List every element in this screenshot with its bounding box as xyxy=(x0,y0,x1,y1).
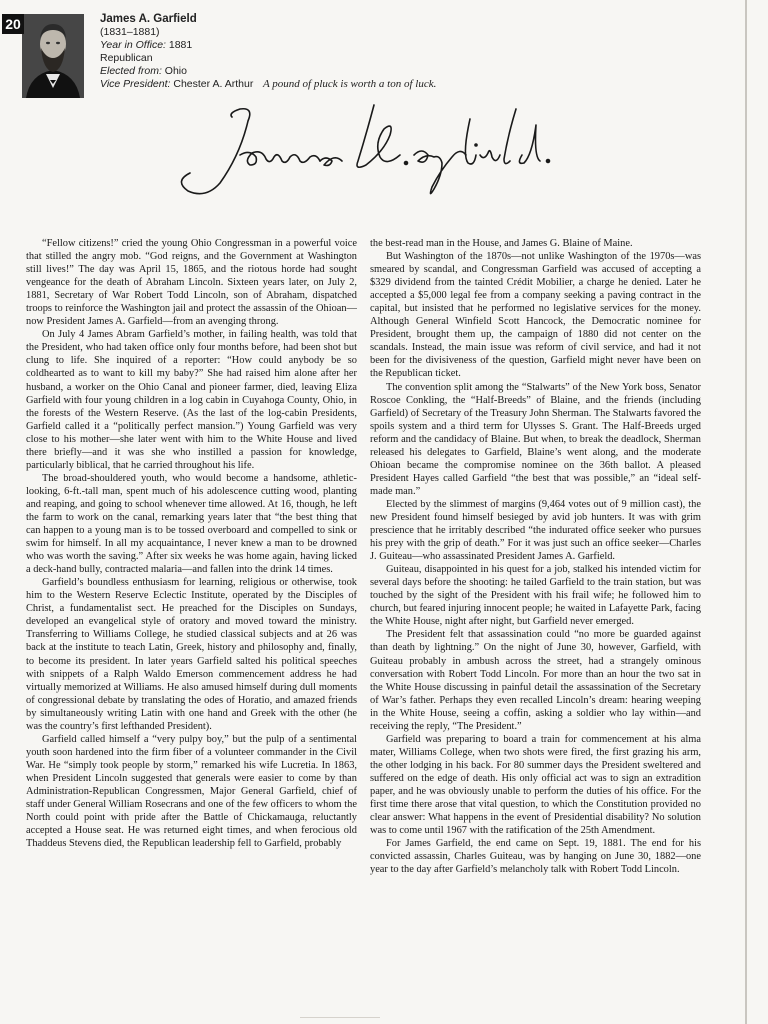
paragraph: the best-read man in the House, and James G. Blaine of Maine. xyxy=(370,238,633,249)
year-in-office xyxy=(100,39,500,52)
party: Republican xyxy=(100,52,153,64)
portrait-image xyxy=(22,14,84,98)
year-label: Year in Office: xyxy=(100,39,166,51)
right-column xyxy=(370,237,701,987)
paragraph: On July 4 James Abram Garfield’s mother, in failing health, was told that the President, who had taken office only four months before, had been shot but clung to life. She inquired of a reporter: “How could anybody be so coldhearted as to want to kill my baby?” She had raised him alone after her husband, a worker on the Ohio Canal and pioneer farmer, died, leaving Eliza Garfield with four young children in a log cabin in Cuyahoga County, Ohio, in the forests of the Western Reserve. (As the last of the log-cabin Presidents, Garfield called it a “politically perfect mansion.”) Young Garfield was very close to his mother—she later went with him to the White House and lived there briefly—and it was she who instilled a passion for knowledge, particularly biblical, that he carried throughout his life. xyxy=(26,329,357,471)
lifespan: (1831–1881) xyxy=(100,26,160,38)
left-column xyxy=(26,237,357,987)
paragraph: The convention split among the “Stalwarts” of the New York boss, Senator Roscoe Conkling, the “Half-Breeds” of Blaine, and the friends (including Garfield) of Secretary of the Treasury John Sherman. The Stalwarts favored the spoils system and a third term for Ulysses S. Grant. The Half-Breeds urged reform and the candidacy of Blaine. But when, to break the deadlock, Sherman released his delegates to Garfield, Blaine’s went along, and the moderate Ohioan became the compromise nominee on the 36th ballot. A pleased President Hayes called Garfield “the best that was possible,” an “ideal self-made man.” xyxy=(370,381,701,497)
paragraph: Garfield called himself a “very pulpy boy,” but the pulp of a sentimental youth soon hardened into the firm fiber of a volunteer commander in the Civil War. He “simply took people by storm,” remarked his wife Lucretia. In 1863, when President Lincoln suggested that generals were easier to come by than Administration-Republican Congressmen, Major General Garfield, chief of staff under General William Rosecrans and one of the few officers to whom the North could point with pride after the Battle of Chickamauga, reluctantly accepted a House seat. He was returned eight times, and when ferocious old Thaddeus Stevens died, the Republican leadership fell to Garfield, probably xyxy=(26,733,357,850)
paragraph: The broad-shouldered youth, who would become a handsome, athletic-looking, 6-ft.-tall man, spent much of his adolescence cutting wood, planting and reaping, and going to school whenever time allowed. At 16, though, he left the farm to work on the canal, remarking years later that “the best thing that can happen to a young man is to be tossed overboard and compelled to sink or swim for himself. In all my acquaintance, I never knew a man to be drowned who was worth the saving.” After six weeks he was home again, having licked a deck-hand bully, contracted malaria—and fallen into the drink 14 times. xyxy=(26,472,357,576)
president-name: James A. Garfield xyxy=(100,13,197,25)
paragraph: But Washington of the 1870s—not unlike Washington of the 1970s—was smeared by scandal, and Congressman Garfield was accused of accepting a $329 dividend from the tainted Crédit Mobilier, a charge he denied. Later he accepted a $5,000 legal fee from a company seeking a paving contract in the capital, but insisted that he performed no legislative services for the money. Although General Winfield Scott Hancock, the Democratic nominee for President, brought them up, the campaign of 1880 did not center on the scandals. Instead, the main issue was reform of civil service, and had it not been for the divisiveness of the question, Garfield might never have been on the Republican ticket. xyxy=(370,251,701,380)
page-number-badge: 20 xyxy=(2,14,24,34)
paragraph: For James Garfield, the end came on Sept. 19, 1881. The end for his convicted assassin, Charles Guiteau, was by hanging on June 30, 1882—one year to the day after Garfield’s melancholy talk with Robert Todd Lincoln. xyxy=(370,838,701,876)
vp-label: Vice President: xyxy=(100,78,171,90)
vp-value: Chester A. Arthur xyxy=(173,78,254,90)
elected-from xyxy=(100,65,500,78)
paragraph: “Fellow citizens!” cried the young Ohio Congressman in a powerful voice that stilled the angry mob. “God reigns, and the Government at Washington still lives!” The day was April 15, 1865, and the riotous horde had sought vengeance for the death of Abraham Lincoln. Sixteen years later, on July 2, 1881, Secretary of War Robert Todd Lincoln, son of Abraham, dispatched troops to reinforce the Washington jail and protect the assassin of the Ohioan—now President James A. Garfield—from an avenging throng. xyxy=(26,238,357,328)
garfield-portrait-icon xyxy=(22,14,84,98)
paragraph: Guiteau, disappointed in his quest for a job, stalked his intended victim for several days before the shooting: he tailed Garfield to the train station, but was touched by the sight of the President with his frail wife; he followed him to church, but feared injuring innocent people; he waited in Lafayette Park, facing the White House, night after night, but Garfield never emerged. xyxy=(370,564,701,628)
footer-mark xyxy=(300,1017,380,1018)
elected-value: Ohio xyxy=(164,65,187,77)
elected-label: Elected from: xyxy=(100,65,162,77)
paragraph: The President felt that assassination could “no more be guarded against than death by lightning.” On the night of June 30, however, Garfield, with Guiteau probably in ambush across the street, had a strangely ominous conversation with Robert Todd Lincoln. For more than an hour the two sat in the White House discussing in painful detail the assassination of the Secretary of War’s father. Perhaps they even recalled Lincoln’s dream: hearing weeping in the White House, seeing a coffin, asking a soldier who lay within—and receiving the reply, “The President.” xyxy=(370,629,701,732)
paragraph: Garfield was preparing to board a train for commencement at his alma mater, Williams College, when two shots were fired, the first grazing his arm, the other lodging in his back. For 80 summer days the President sweltered and suffered on the edge of death. His only official act was to sign an extradition paper, and he was obviously unable to perform the duties of his office. For the first time there arose that vital question, to which the Constitution provided no clear answer: What happens in the event of Presidential disability? No solution was to come until 1967 with the ratification of the 25th Amendment. xyxy=(370,733,701,837)
paragraph: Garfield’s boundless enthusiasm for learning, religious or otherwise, took him to the Western Reserve Eclectic Institute, operated by the Disciples of Christ, a fundamentalist sect. He preached for the Disciples on Sundays, developed an evangelical style of oratory and moved toward the ministry. Transferring to Williams College, he studied classical subjects and at 26 was back at the institute to teach Latin, Greek, history and philosophy and, finally, to become its president. In later years Garfield salted his political speeches with snippets of a Ralph Waldo Emerson commencement address he had virtually memorized at Williams. He also amused himself during dull moments of congressional debate by translating the odes of Horatio, and amazed friends by simultaneously writing Latin with one hand and Greek with the other (he was the country’s first lefthanded President). xyxy=(26,577,357,732)
signature-icon xyxy=(170,95,560,205)
margin-rule xyxy=(745,0,747,1024)
year-value: 1881 xyxy=(168,39,193,51)
quote: A pound of pluck is worth a ton of luck. xyxy=(263,78,437,90)
paragraph: Elected by the slimmest of margins (9,464 votes out of 9 million cast), the new President found himself besieged by avid job hunters. It was with grim prescience that he irritably described “the indurated office seeker who pursues his prey with the grip of death.” For it was just such an office seeker—Charles J. Guiteau—who assassinated President James A. Garfield. xyxy=(370,498,701,563)
signature-image xyxy=(170,95,560,205)
